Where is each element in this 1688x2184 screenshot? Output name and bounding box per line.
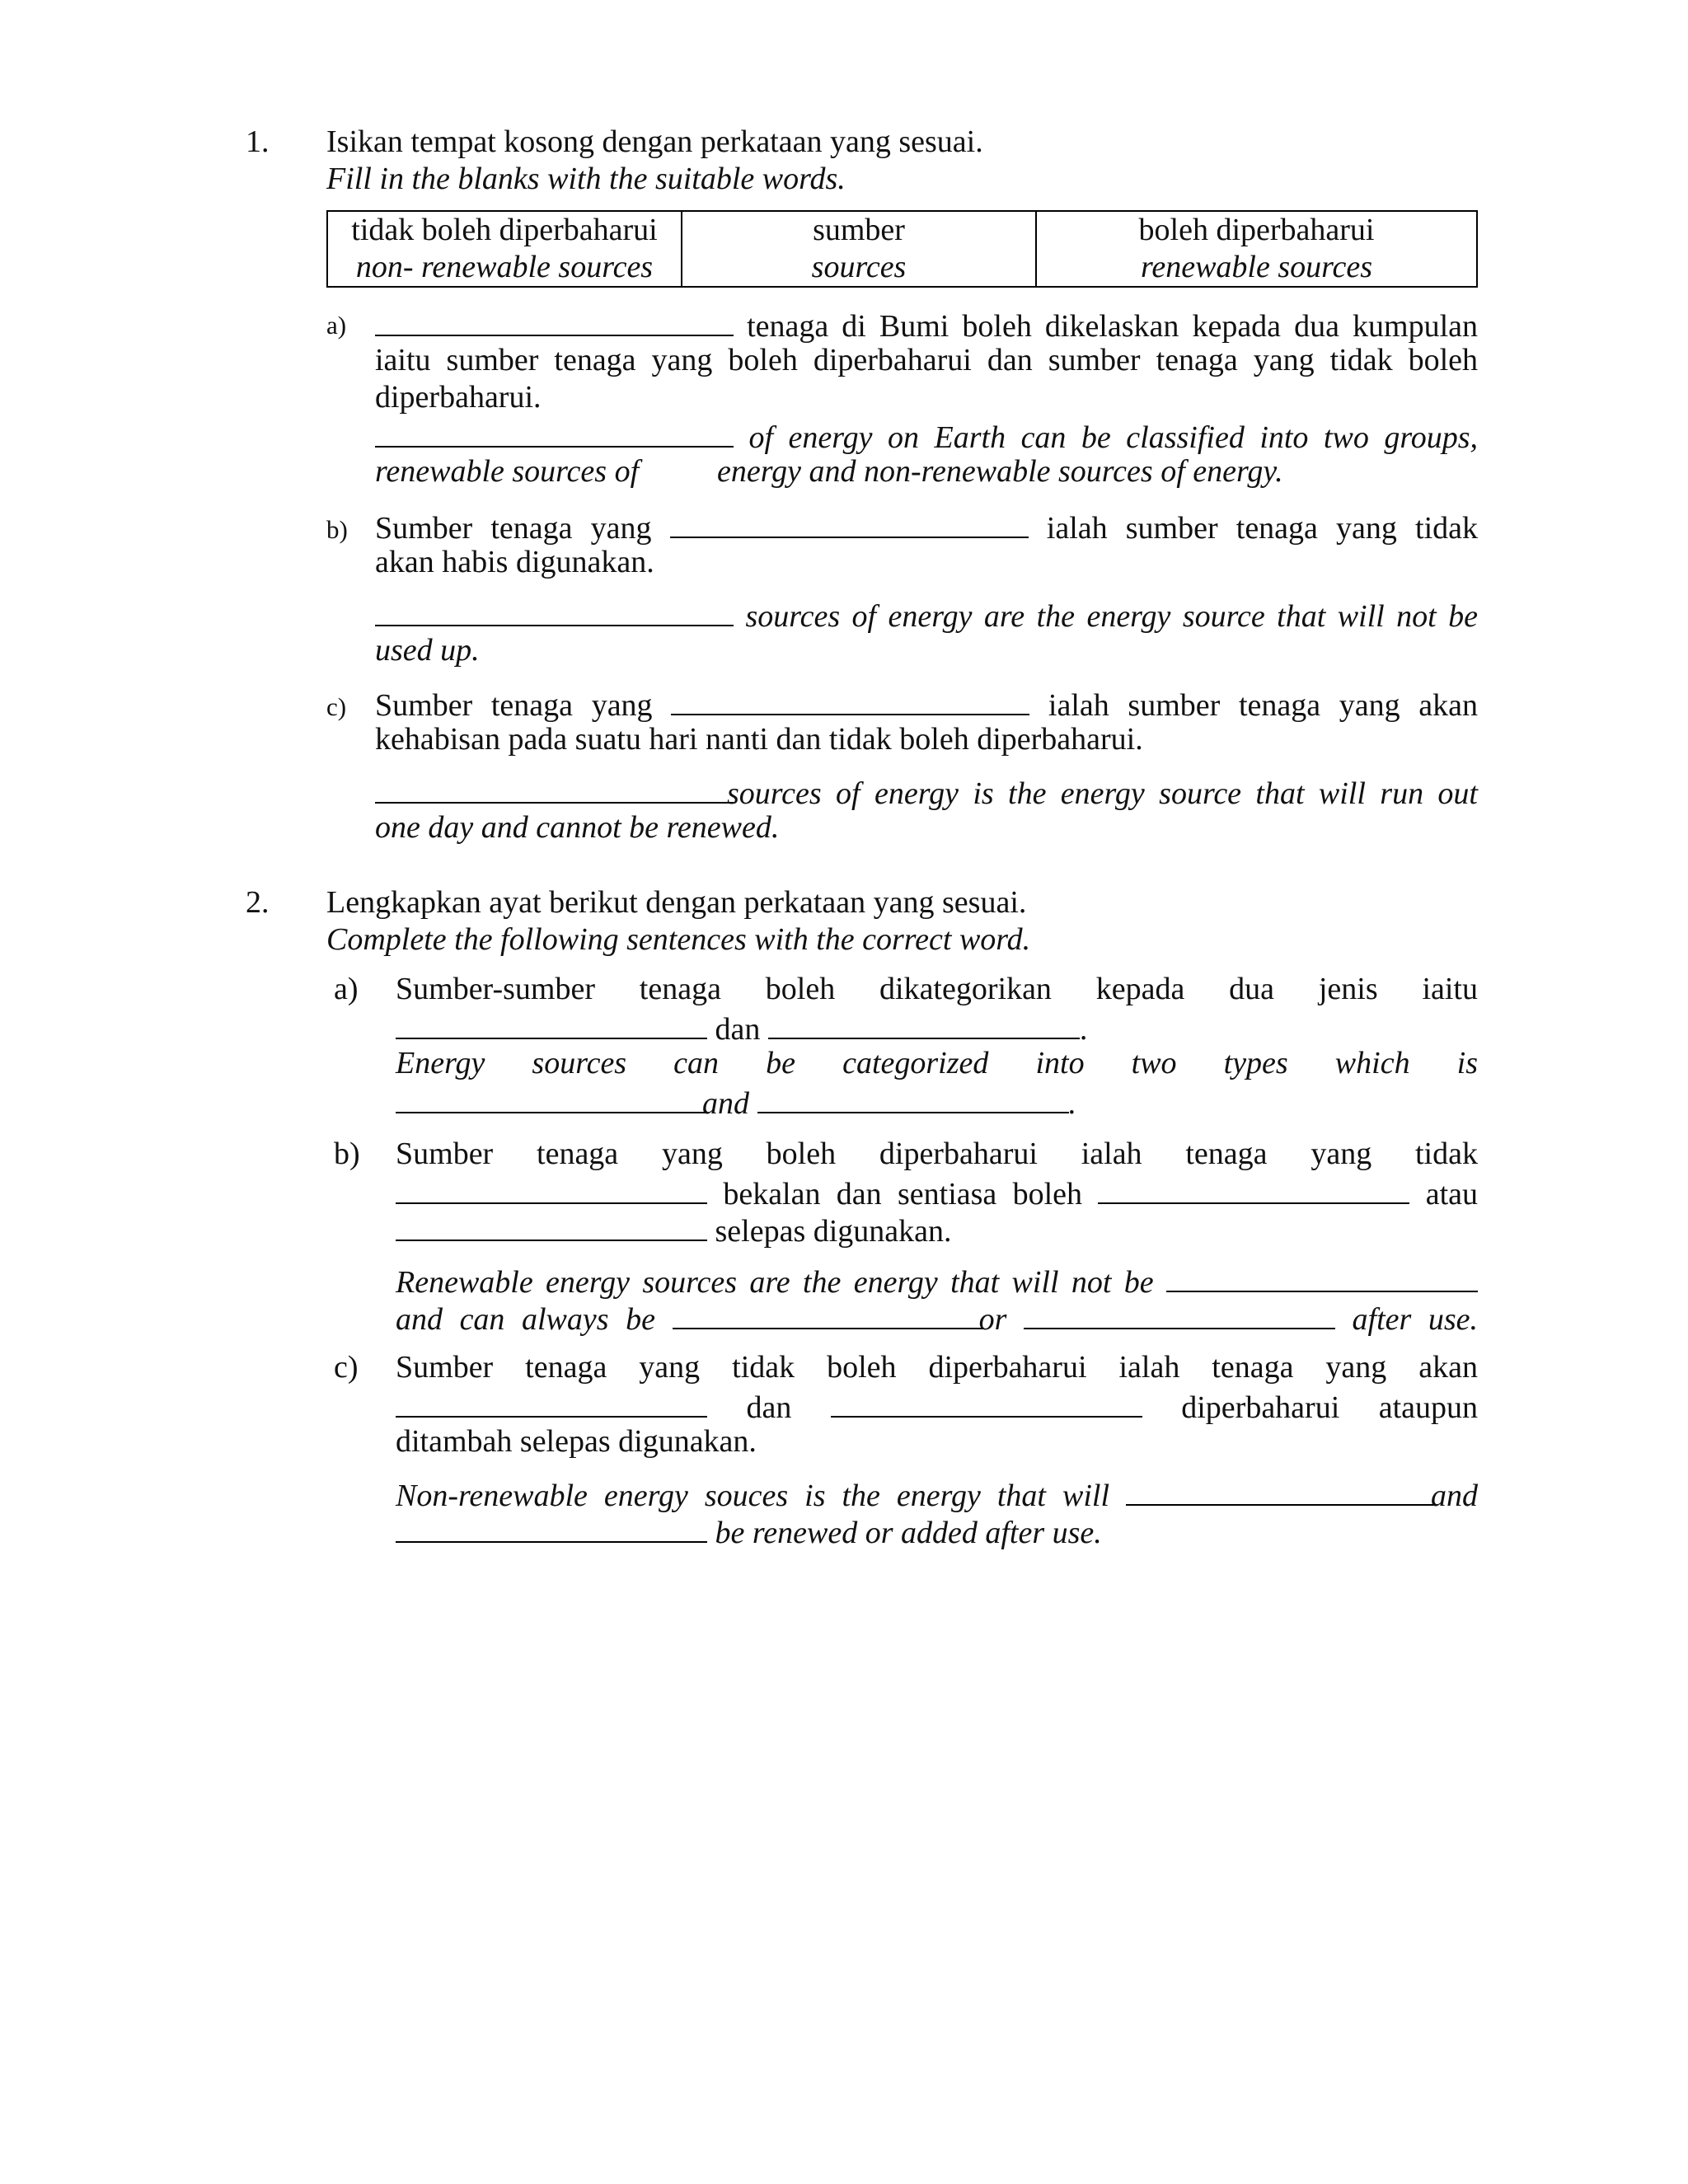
blank-field[interactable] [396, 1386, 707, 1418]
word-bank-cell [1036, 211, 1477, 287]
q2a-ms-dan: dan [715, 1012, 761, 1047]
q1b-en-text: sources of energy are the energy source that will not be [745, 599, 1479, 634]
q1a-en-line2a: renewable sources of [375, 454, 640, 489]
q1a-ms-text: tenaga di Bumi boleh dikelaskan kepada dua kumpulan [747, 309, 1479, 344]
blank-field[interactable] [396, 1173, 707, 1204]
q2a-en-and: and [702, 1086, 749, 1121]
q1a-en-line1 [375, 416, 1478, 457]
blank-field[interactable] [673, 1298, 984, 1329]
q1-number: 1. [246, 124, 270, 159]
blank-field[interactable] [768, 1008, 1080, 1039]
word-bank-en: sources [811, 250, 907, 284]
blank-field[interactable] [670, 507, 1029, 538]
blank-field[interactable] [1098, 1173, 1409, 1204]
blank-field[interactable] [1024, 1298, 1335, 1329]
word-bank-ms: tidak boleh diperbaharui [351, 213, 658, 247]
q1c-ms-line1 [375, 684, 1478, 724]
q1c-en-line2: one day and cannot be renewed. [375, 810, 780, 845]
q2b-ms-text: selepas digunakan. [715, 1214, 952, 1249]
q2b-ms-line1: Sumber tenaga yang boleh diperbaharui ialah tenaga yang tidak [396, 1137, 1478, 1171]
q2b-en-text: and can always be [396, 1302, 655, 1337]
q2c-ms-line3: ditambah selepas digunakan. [396, 1424, 757, 1459]
word-bank-cell [327, 211, 682, 287]
blank-field[interactable] [396, 1082, 707, 1113]
q2-number: 2. [246, 885, 270, 920]
blank-field[interactable] [831, 1386, 1142, 1418]
q1-instruction-ms: Isikan tempat kosong dengan perkataan yang sesuai. [326, 124, 983, 159]
blank-field[interactable] [757, 1082, 1069, 1113]
blank-field[interactable] [375, 305, 734, 336]
q2c-en-text: be renewed or added after use. [715, 1516, 1102, 1550]
word-bank-cell [682, 211, 1036, 287]
q2a-ms-line1: Sumber-sumber tenaga boleh dikategorikan kepada dua jenis iaitu [396, 972, 1478, 1006]
q1a-label: a) [326, 311, 347, 340]
blank-field[interactable] [1166, 1261, 1478, 1292]
q1c-label: c) [326, 692, 347, 721]
q2b-en-line1 [396, 1261, 1478, 1301]
word-bank-en: renewable sources [1140, 250, 1373, 284]
q2-instruction-ms: Lengkapkan ayat berikut dengan perkataan yang sesuai. [326, 885, 1027, 920]
q1b-en-line1 [375, 595, 1478, 635]
q2c-label: c) [334, 1350, 359, 1385]
q1b-ms-text: ialah sumber tenaga yang tidak [1046, 511, 1479, 546]
blank-field[interactable] [375, 416, 734, 448]
word-bank-table [326, 210, 1478, 288]
blank-field[interactable] [1126, 1474, 1437, 1506]
q2c-en-line1 [396, 1474, 1478, 1515]
blank-field[interactable] [375, 772, 734, 804]
q1c-en-text: sources of energy is the energy source that will run out [727, 776, 1478, 811]
q2b-en-text: after use. [1352, 1302, 1479, 1337]
q1a-ms-line2: iaitu sumber tenaga yang boleh diperbaharui dan sumber tenaga yang tidak boleh [375, 343, 1478, 377]
word-bank-ms: sumber [813, 213, 905, 247]
word-bank-ms: boleh diperbaharui [1138, 213, 1375, 247]
q2a-ms-line2 [396, 1008, 1087, 1048]
q1a-en-text: of energy on Earth can be classified into two groups, [748, 420, 1478, 455]
q2b-ms-line3 [396, 1210, 952, 1250]
q2b-ms-text: atau [1425, 1177, 1478, 1212]
q1c-ms-line2: kehabisan pada suatu hari nanti dan tidak boleh diperbaharui. [375, 722, 1143, 757]
q2c-en-and: and [1431, 1479, 1479, 1513]
q1b-ms-line1 [375, 507, 1478, 547]
q2a-en-line2 [396, 1082, 1076, 1122]
q2b-en-or: or [978, 1302, 1007, 1337]
q2c-ms-line1: Sumber tenaga yang tidak boleh diperbaharui ialah tenaga yang akan [396, 1350, 1478, 1385]
q1c-en-line1 [375, 772, 1478, 813]
q2a-period: . [1068, 1086, 1076, 1121]
q2c-ms-text: diperbaharui ataupun [1181, 1390, 1478, 1425]
q2c-ms-line2 [396, 1386, 1478, 1427]
q2a-en-line1: Energy sources can be categorized into two types which is [396, 1046, 1478, 1080]
q1a-en-line2b: energy and non-renewable sources of energy. [717, 454, 1283, 489]
q1b-ms-text: Sumber tenaga yang [375, 511, 652, 546]
word-bank-en: non- renewable sources [355, 250, 654, 284]
q2c-ms-dan: dan [746, 1390, 792, 1425]
blank-field[interactable] [396, 1008, 707, 1039]
q1c-ms-text: ialah sumber tenaga yang akan [1048, 688, 1479, 723]
q2b-ms-text: bekalan dan sentiasa boleh [723, 1177, 1083, 1212]
q1b-label: b) [326, 515, 348, 544]
blank-field[interactable] [375, 595, 734, 626]
q2c-en-line2 [396, 1511, 1102, 1552]
blank-field[interactable] [396, 1210, 707, 1241]
q1-instruction-en: Fill in the blanks with the suitable words. [326, 162, 846, 196]
blank-field[interactable] [671, 684, 1029, 715]
q2b-ms-line2 [396, 1173, 1478, 1213]
q1c-ms-text: Sumber tenaga yang [375, 688, 653, 723]
q2c-en-text: Non-renewable energy souces is the energy that will [396, 1479, 1110, 1513]
q1a-ms-line1 [375, 305, 1478, 345]
q2b-en-text: Renewable energy sources are the energy that will not be [396, 1265, 1154, 1300]
q2b-en-line2 [396, 1298, 1478, 1338]
q2a-label: a) [334, 972, 359, 1006]
q2b-label: b) [334, 1137, 360, 1171]
q1a-ms-line3: diperbaharui. [375, 380, 542, 415]
q1b-ms-line2: akan habis digunakan. [375, 545, 654, 579]
q2-instruction-en: Complete the following sentences with the correct word. [326, 922, 1031, 957]
blank-field[interactable] [396, 1511, 707, 1543]
q1b-en-line2: used up. [375, 633, 480, 668]
q2a-period: . [1079, 1012, 1088, 1047]
